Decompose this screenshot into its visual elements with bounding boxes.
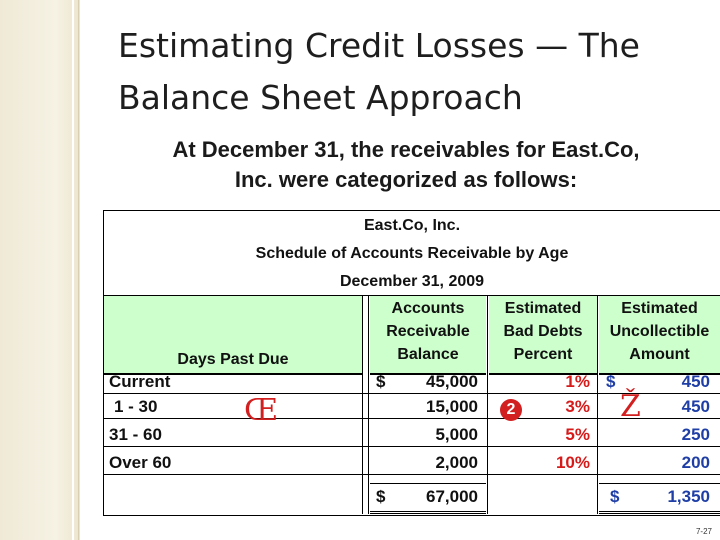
table-row [104,423,720,447]
cell-ar: 2,000 [435,453,478,472]
slide-subtitle-line1: At December 31, the receivables for East.Co, [172,137,640,162]
header-amt-line1: Estimated [621,300,698,317]
header-pct-line1: Estimated [504,300,582,317]
marker-two: 2 [500,399,522,421]
table-row [104,451,720,475]
slide-title-line2: Balance Sheet Approach [118,78,523,117]
header-ar-line1: Accounts [391,300,465,317]
header-days-past-due [104,296,362,375]
table-title-block [104,211,720,296]
header-ar-line3: Balance [397,346,459,363]
header-uncollectible-amount [599,296,720,375]
cell-pct: 3% [565,397,590,416]
cell-ar: 15,000 [426,397,478,416]
total-ar: 67,000 [426,487,478,506]
aging-schedule-table [103,210,720,516]
header-ar-line2: Receivable [386,323,470,340]
cell-amt: 450 [681,397,710,416]
company-name: East.Co, Inc. [363,217,461,234]
cell-days: 1 - 30 [114,397,158,416]
cell-amt: 200 [681,453,710,472]
schedule-date: December 31, 2009 [339,273,485,290]
cell-days: 31 - 60 [109,425,162,444]
cell-days: Over 60 [109,453,172,472]
slide-title [118,20,708,124]
total-amt-symbol: $ [610,487,620,506]
header-days-label: Days Past Due [177,351,289,368]
header-amt-line2: Uncollectible [609,323,710,340]
slide-title-line1: Estimating Credit Losses — The [118,26,640,65]
marker-one: Œ [244,393,279,428]
cell-amt-symbol: $ [606,372,616,391]
header-amt-line3: Amount [629,346,690,363]
cell-days: Current [109,372,171,391]
cell-pct: 1% [565,372,590,391]
slide-number: 7-27 [695,527,712,536]
header-pct-line3: Percent [513,346,573,363]
row-divider [104,474,720,475]
total-row [104,483,720,513]
row-divider [104,446,720,447]
slide-subtitle [96,135,716,195]
cell-ar-symbol: $ [376,372,386,391]
total-ar-symbol: $ [376,487,386,506]
header-pct-line2: Bad Debts [503,323,583,340]
header-bad-debts-percent [489,296,597,375]
cell-pct: 5% [565,425,590,444]
side-divider [72,0,74,540]
marker-three: Ž [620,389,641,424]
header-ar-balance [370,296,486,375]
slide-subtitle-line2: Inc. were categorized as follows: [234,167,578,192]
total-amt: 1,350 [667,487,710,506]
cell-amt: 250 [681,425,710,444]
cell-amt: 450 [681,372,710,391]
cell-pct: 10% [555,453,590,472]
schedule-title: Schedule of Accounts Receivable by Age [255,245,569,262]
decorative-side-bar [0,0,80,540]
cell-ar: 5,000 [435,425,478,444]
side-divider-shadow [78,0,79,540]
cell-ar: 45,000 [426,372,478,391]
